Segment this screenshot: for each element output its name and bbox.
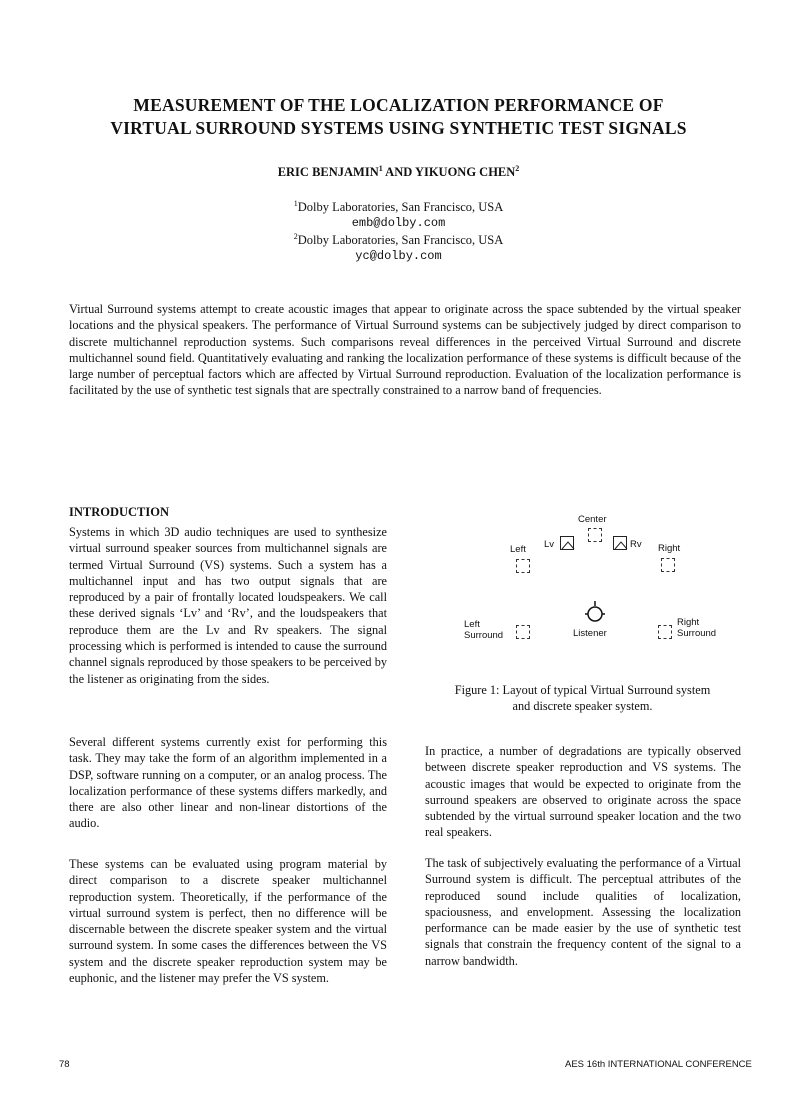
right-paragraph-2: The task of subjectively evaluating the performance of a Virtual Surround system is difficult. The perceptual attributes of the reproduced sound include qualities of localization, spaciousness, and envelopment. Assessing the localization performance can be made easier by the use of synthetic test signals that constrain the frequency content of the signal to a narrow bandwidth. [425,856,741,968]
author-1-sup: 1 [378,164,383,173]
label-lv: Lv [544,539,555,550]
right-paragraph-1: In practice, a number of degradations are typically observed between discrete speaker reproduction and VS systems. The acoustic images that would be expected to originate from the surround speakers are observed to originate across the space subtended by the virtual surround speaker location and the two real speakers. [425,744,741,840]
label-left-surround-1: Left [464,619,480,630]
label-rv: Rv [630,539,642,550]
affiliation-1-org: Dolby Laboratories, San Francisco, USA [297,200,504,215]
author-1: ERIC BENJAMIN [277,165,379,180]
conference-name: AES 16th INTERNATIONAL CONFERENCE [565,1059,752,1070]
paper-title [0,94,797,140]
affiliation-2-sup: 2 [293,232,298,241]
page-number: 78 [59,1059,70,1070]
label-center: Center [578,514,607,525]
title-line-2: VIRTUAL SURROUND SYSTEMS USING SYNTHETIC TEST SIGNALS [110,118,687,138]
affiliation-2-email[interactable]: yc@dolby.com [355,249,442,264]
label-right-surround-1: Right [677,617,700,628]
affiliation-1-email[interactable]: emb@dolby.com [351,216,446,231]
author-2: YIKUONG CHEN [414,165,516,180]
label-listener: Listener [573,628,607,639]
affiliation-1 [0,196,797,231]
figure-caption [410,682,755,715]
title-line-1: MEASUREMENT OF THE LOCALIZATION PERFORMANCE OF [133,95,664,115]
rv-speaker-icon [613,536,627,550]
figure-caption-line-2: and discrete speaker system. [512,699,653,714]
label-right: Right [658,543,681,554]
left-speaker-icon [516,559,530,573]
author-conjunction: AND [382,165,415,180]
lv-speaker-icon [560,536,574,550]
affiliation-2-org: Dolby Laboratories, San Francisco, USA [297,233,504,248]
left-surround-speaker-icon [516,625,530,639]
listener-icon [585,601,605,630]
center-speaker-icon [588,528,602,542]
author-line [0,164,797,180]
figure-caption-line-1: Figure 1: Layout of typical Virtual Surround system [454,683,711,697]
intro-paragraph-3: These systems can be evaluated using program material by direct comparison to a discrete speaker multichannel reproduction system. Theoretically, if the performance of the virtual surround system is perfect, then no difference will be discernable between the discrete speaker system and the virtual surround system. In some cases the differences between the VS system and the discrete speaker reproduction system may be euphonic, and the listener may prefer the VS system. [69,857,387,986]
label-left: Left [510,544,526,555]
affiliation-2 [0,229,797,264]
right-surround-speaker-icon [658,625,672,639]
intro-paragraph-1: Systems in which 3D audio techniques are used to synthesize virtual surround speaker sources from multichannel signals are termed Virtual Surround (VS) systems. Such a system has a multichannel input and has two output signals that are reproduced by a pair of frontally located loudspeakers. We call these derived signals ‘Lv’ and ‘Rv’, and the loudspeakers that reproduce them are the Lv and Rv speakers. The signal processing which is performed is intended to cause the surround channel signals reproduced by those speakers to be perceived by the listener as originating from the sides. [69,525,387,686]
author-2-sup: 2 [515,164,520,173]
intro-heading: INTRODUCTION [69,505,170,519]
label-left-surround-2: Surround [464,630,504,641]
right-speaker-icon [661,558,675,572]
intro-paragraph-2: Several different systems currently exist for performing this task. They may take the form of an algorithm implemented in a DSP, software running on a computer, or an analog process. The localization performance of these systems differs markedly, and there are also other linear and non-linear distortions of the audio. [69,735,387,831]
affiliation-1-sup: 1 [293,199,298,208]
abstract: Virtual Surround systems attempt to create acoustic images that appear to originate across the space subtended by the virtual speaker locations and the physical speakers. The performance of Virtual Surround systems can be subjectively judged by direct comparison to discrete multichannel reproduction systems. Such comparisons reveal differences in the perceived Virtual Surround and discrete multichannel sound field. Quantitatively evaluating and ranking the localization performance of these systems is difficult because of the large number of perceptual factors which are affected by Virtual Surround reproduction. Evaluation of the localization performance is facilitated by the use of synthetic test signals that are spectrally constrained to a narrow band of frequencies. [69,302,741,398]
label-right-surround-2: Surround [677,628,717,639]
